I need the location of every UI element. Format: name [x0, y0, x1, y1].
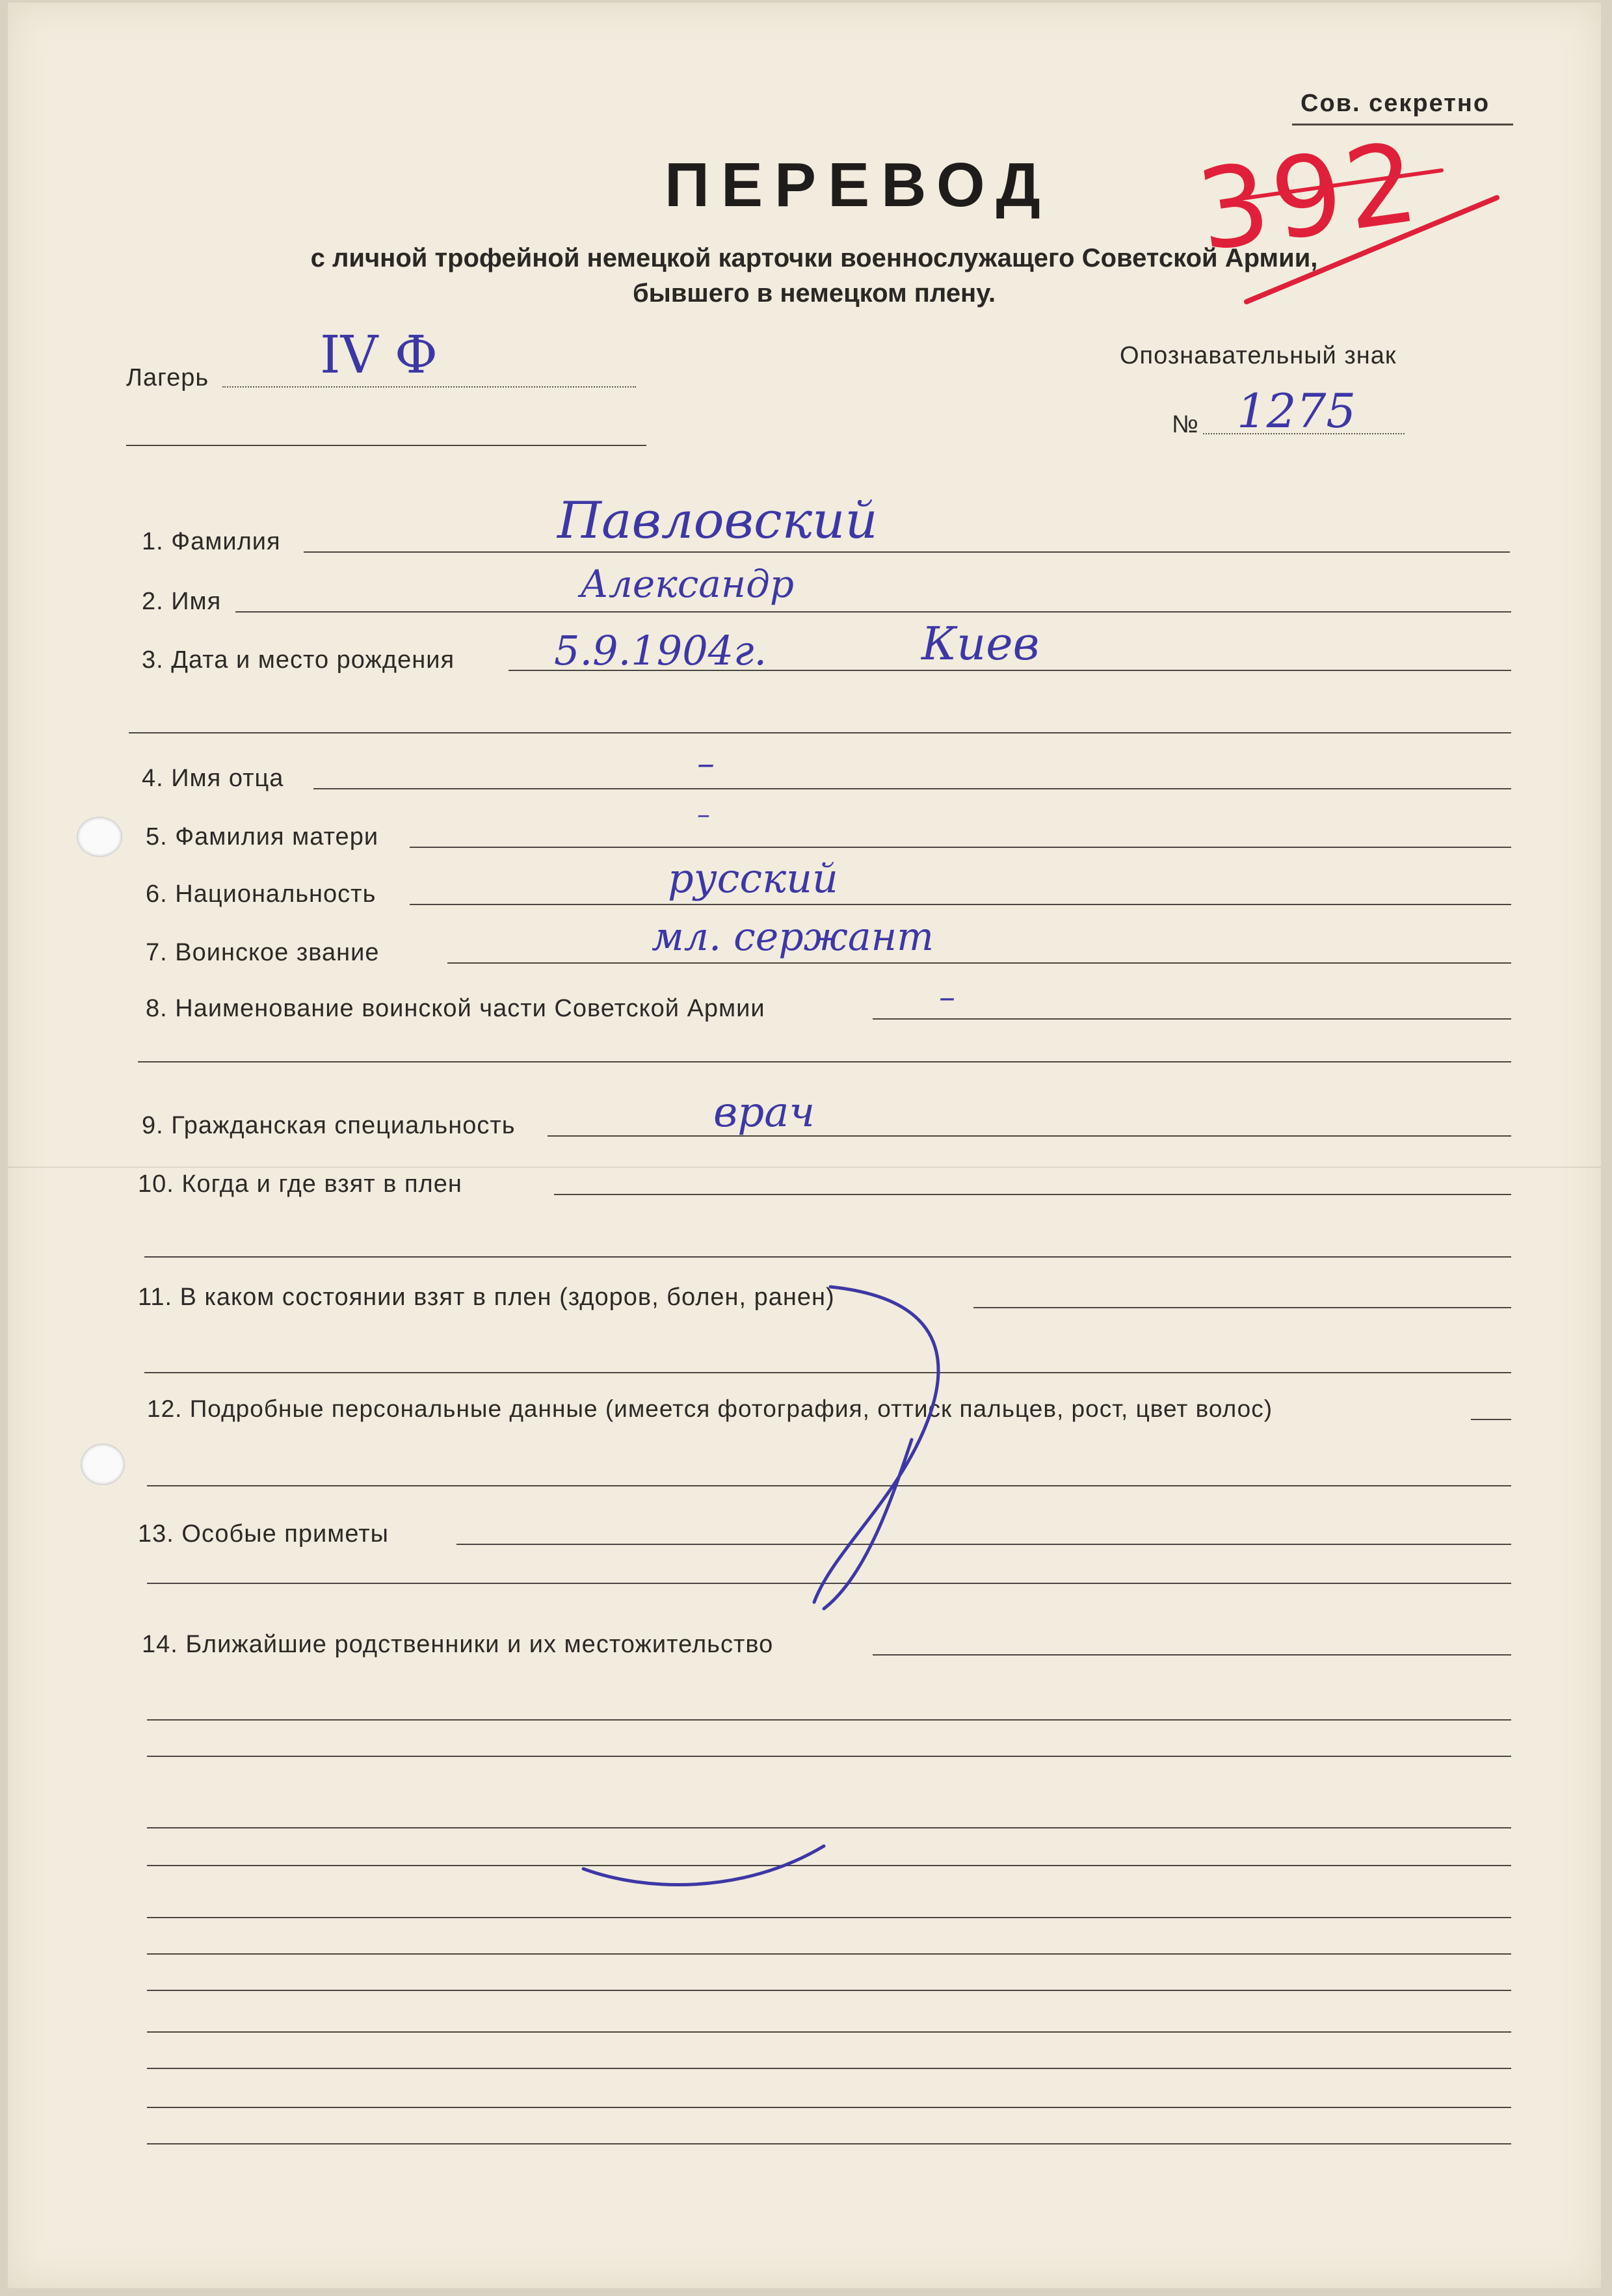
field-1-label: 1. Фамилия [142, 528, 281, 555]
field-7-value: мл. сержант [652, 914, 934, 960]
field-8-value: – [939, 978, 955, 1016]
tag-number-label: № [1172, 411, 1199, 438]
field-4-label: 4. Имя отца [142, 765, 284, 792]
field-9-label: 9. Гражданская специальность [142, 1112, 516, 1139]
tag-label: Опознавательный знак [1120, 342, 1397, 369]
field-13-label: 13. Особые приметы [138, 1520, 389, 1548]
field-2-value: Александр [580, 562, 794, 606]
red-file-number: 392 [1189, 118, 1429, 276]
field-3-place: Киев [921, 617, 1040, 670]
tag-value: 1275 [1237, 384, 1356, 438]
camp-value: IV Ф [320, 324, 438, 385]
classification-stamp: Сов. секретно [1301, 90, 1490, 117]
document-title: ПЕРЕВОД [665, 150, 1052, 220]
field-11-label: 11. В каком состоянии взят в плен (здоров, болен, ранен) [138, 1284, 835, 1311]
field-14-label: 14. Ближайшие родственники и их местожительство [142, 1631, 774, 1658]
field-6-label: 6. Национальность [146, 880, 377, 908]
field-5-value: – [697, 800, 710, 830]
subtitle-line-1: с личной трофейной немецкой карточки военнослужащего Советской Армии, [310, 244, 1318, 272]
field-7-label: 7. Воинское звание [146, 939, 380, 966]
field-10-label: 10. Когда и где взят в плен [138, 1170, 462, 1198]
document-sheet [8, 3, 1601, 2288]
field-4-value: – [697, 743, 715, 784]
z-strike-mark [8, 3, 1601, 2288]
field-3-date: 5.9.1904г. [554, 627, 767, 674]
field-1-value: Павловский [557, 492, 878, 550]
camp-label: Лагерь [126, 364, 209, 391]
field-5-label: 5. Фамилия матери [146, 823, 379, 851]
subtitle-line-2: бывшего в немецком плену. [632, 279, 996, 308]
field-2-label: 2. Имя [142, 588, 222, 615]
field-9-value: врач [713, 1089, 815, 1137]
field-8-label: 8. Наименование воинской части Советской Армии [146, 995, 765, 1022]
field-6-value: русский [668, 854, 838, 902]
field-3-label: 3. Дата и место рождения [142, 646, 455, 674]
field-12-label: 12. Подробные персональные данные (имеется фотография, оттиск пальцев, рост, цвет волос) [147, 1395, 1273, 1422]
